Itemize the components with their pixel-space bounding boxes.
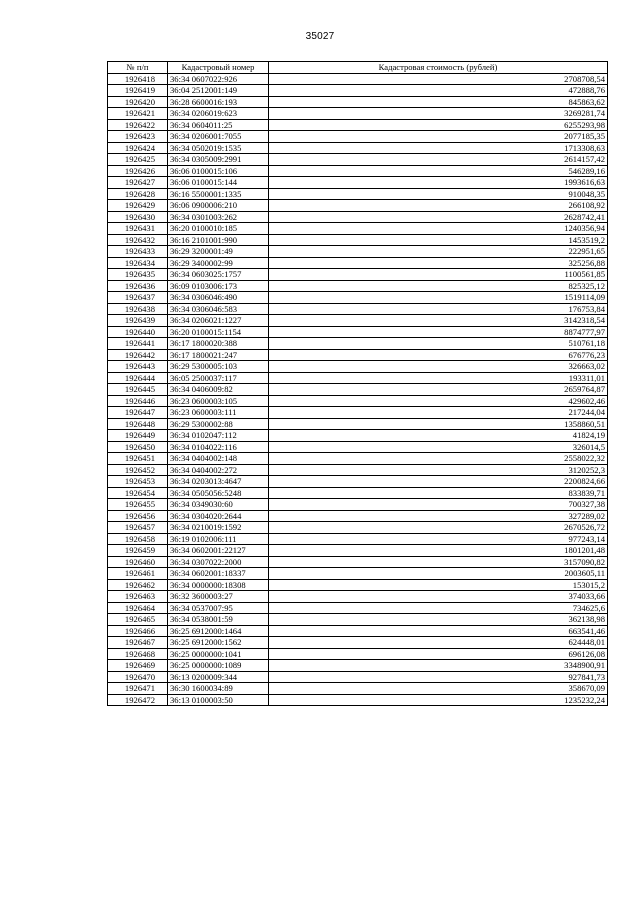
cadastral-value: 2003605,11 bbox=[269, 568, 608, 580]
table-row bbox=[108, 579, 608, 591]
cadastral-value: 325256,88 bbox=[269, 257, 608, 269]
table-header bbox=[108, 62, 608, 74]
table-row bbox=[108, 625, 608, 637]
row-number: 1926436 bbox=[108, 280, 168, 292]
cadastral-number: 36:34 0301003:262 bbox=[168, 211, 269, 223]
table-row bbox=[108, 188, 608, 200]
cadastral-number: 36:34 0206021:1227 bbox=[168, 315, 269, 327]
cadastral-value: 833839,71 bbox=[269, 487, 608, 499]
cadastral-value: 429602,46 bbox=[269, 395, 608, 407]
table-row bbox=[108, 591, 608, 603]
table-row bbox=[108, 671, 608, 683]
row-number: 1926424 bbox=[108, 142, 168, 154]
cadastral-number: 36:05 2500037:117 bbox=[168, 372, 269, 384]
table-row bbox=[108, 154, 608, 166]
cadastral-number: 36:32 3600003:27 bbox=[168, 591, 269, 603]
row-number: 1926440 bbox=[108, 326, 168, 338]
table-row bbox=[108, 211, 608, 223]
row-number: 1926428 bbox=[108, 188, 168, 200]
cadastral-number: 36:34 0306046:583 bbox=[168, 303, 269, 315]
row-number: 1926446 bbox=[108, 395, 168, 407]
table-row bbox=[108, 407, 608, 419]
cadastral-value: 6255293,98 bbox=[269, 119, 608, 131]
cadastral-value: 676776,23 bbox=[269, 349, 608, 361]
table-row bbox=[108, 372, 608, 384]
cadastral-value: 845863,62 bbox=[269, 96, 608, 108]
table-row bbox=[108, 165, 608, 177]
table-row bbox=[108, 660, 608, 672]
cadastral-value: 1801201,48 bbox=[269, 545, 608, 557]
cadastral-number: 36:34 0404002:148 bbox=[168, 453, 269, 465]
table-row bbox=[108, 119, 608, 131]
cadastral-number: 36:16 5500001:1335 bbox=[168, 188, 269, 200]
row-number: 1926456 bbox=[108, 510, 168, 522]
page-number: 35027 bbox=[305, 31, 335, 42]
cadastral-number: 36:29 3400002:99 bbox=[168, 257, 269, 269]
cadastral-value: 3269281,74 bbox=[269, 108, 608, 120]
cadastral-number: 36:13 0100003:50 bbox=[168, 694, 269, 706]
table-row bbox=[108, 545, 608, 557]
cadastral-value: 510761,18 bbox=[269, 338, 608, 350]
cadastral-value: 2659764,87 bbox=[269, 384, 608, 396]
cadastral-number: 36:34 0210019:1592 bbox=[168, 522, 269, 534]
row-number: 1926472 bbox=[108, 694, 168, 706]
table-row bbox=[108, 384, 608, 396]
row-number: 1926441 bbox=[108, 338, 168, 350]
table-row bbox=[108, 430, 608, 442]
row-number: 1926442 bbox=[108, 349, 168, 361]
row-number: 1926470 bbox=[108, 671, 168, 683]
row-number: 1926455 bbox=[108, 499, 168, 511]
row-number: 1926458 bbox=[108, 533, 168, 545]
row-number: 1926429 bbox=[108, 200, 168, 212]
table-row bbox=[108, 476, 608, 488]
cadastral-number: 36:34 0537007:95 bbox=[168, 602, 269, 614]
cadastral-number: 36:34 0406009:82 bbox=[168, 384, 269, 396]
cadastral-number: 36:23 0600003:111 bbox=[168, 407, 269, 419]
table-row bbox=[108, 441, 608, 453]
cadastral-value: 1713308,63 bbox=[269, 142, 608, 154]
table-row bbox=[108, 200, 608, 212]
cadastral-value: 2670526,72 bbox=[269, 522, 608, 534]
row-number: 1926420 bbox=[108, 96, 168, 108]
cadastral-number: 36:09 0103006:173 bbox=[168, 280, 269, 292]
cadastral-value: 374033,66 bbox=[269, 591, 608, 603]
cadastral-number: 36:34 0607022:926 bbox=[168, 73, 269, 85]
cadastral-value: 326014,5 bbox=[269, 441, 608, 453]
row-number: 1926434 bbox=[108, 257, 168, 269]
cadastral-number: 36:34 0604011:25 bbox=[168, 119, 269, 131]
cadastral-number: 36:34 0349030:60 bbox=[168, 499, 269, 511]
table-row bbox=[108, 602, 608, 614]
cadastral-number: 36:19 0102006:111 bbox=[168, 533, 269, 545]
row-number: 1926453 bbox=[108, 476, 168, 488]
cadastral-number: 36:34 0307022:2000 bbox=[168, 556, 269, 568]
table-row bbox=[108, 177, 608, 189]
cadastral-value: 327289,02 bbox=[269, 510, 608, 522]
table-row bbox=[108, 303, 608, 315]
table-row bbox=[108, 85, 608, 97]
cadastral-value: 700327,38 bbox=[269, 499, 608, 511]
row-number: 1926462 bbox=[108, 579, 168, 591]
cadastral-number: 36:29 5300002:88 bbox=[168, 418, 269, 430]
row-number: 1926425 bbox=[108, 154, 168, 166]
table-row bbox=[108, 614, 608, 626]
row-number: 1926454 bbox=[108, 487, 168, 499]
row-number: 1926468 bbox=[108, 648, 168, 660]
cadastral-number: 36:25 6912000:1464 bbox=[168, 625, 269, 637]
table-row bbox=[108, 556, 608, 568]
table-row bbox=[108, 142, 608, 154]
cadastral-number: 36:34 0206019:623 bbox=[168, 108, 269, 120]
table-row bbox=[108, 418, 608, 430]
row-number: 1926426 bbox=[108, 165, 168, 177]
cadastral-value: 1100561,85 bbox=[269, 269, 608, 281]
row-number: 1926421 bbox=[108, 108, 168, 120]
row-number: 1926466 bbox=[108, 625, 168, 637]
table-row bbox=[108, 499, 608, 511]
cadastral-value: 3157090,82 bbox=[269, 556, 608, 568]
row-number: 1926459 bbox=[108, 545, 168, 557]
cadastral-value: 927841,73 bbox=[269, 671, 608, 683]
row-number: 1926471 bbox=[108, 683, 168, 695]
cadastral-value: 1358860,51 bbox=[269, 418, 608, 430]
cadastral-value: 358670,09 bbox=[269, 683, 608, 695]
cadastral-value: 825325,12 bbox=[269, 280, 608, 292]
cadastral-number: 36:23 0600003:105 bbox=[168, 395, 269, 407]
cadastral-number: 36:06 0900006:210 bbox=[168, 200, 269, 212]
cadastral-value: 910048,35 bbox=[269, 188, 608, 200]
table-row bbox=[108, 694, 608, 706]
row-number: 1926451 bbox=[108, 453, 168, 465]
cadastral-number: 36:34 0538001:59 bbox=[168, 614, 269, 626]
row-number: 1926444 bbox=[108, 372, 168, 384]
row-number: 1926467 bbox=[108, 637, 168, 649]
row-number: 1926437 bbox=[108, 292, 168, 304]
cadastral-value: 3120252,3 bbox=[269, 464, 608, 476]
cadastral-number: 36:20 0100010:185 bbox=[168, 223, 269, 235]
row-number: 1926450 bbox=[108, 441, 168, 453]
cadastral-number: 36:34 0306046:490 bbox=[168, 292, 269, 304]
table-row bbox=[108, 453, 608, 465]
header-row-number: № п/п bbox=[108, 62, 168, 74]
cadastral-number: 36:34 0602001:18337 bbox=[168, 568, 269, 580]
cadastral-value: 2077185,35 bbox=[269, 131, 608, 143]
cadastral-value: 734625,6 bbox=[269, 602, 608, 614]
row-number: 1926439 bbox=[108, 315, 168, 327]
table-row bbox=[108, 338, 608, 350]
table-row bbox=[108, 648, 608, 660]
table-row bbox=[108, 96, 608, 108]
table-row bbox=[108, 269, 608, 281]
cadastral-number: 36:04 2512001:149 bbox=[168, 85, 269, 97]
table-row bbox=[108, 349, 608, 361]
header-cadastral-number: Кадастровый номер bbox=[168, 62, 269, 74]
row-number: 1926443 bbox=[108, 361, 168, 373]
cadastral-value: 266108,92 bbox=[269, 200, 608, 212]
cadastral-value: 1993616,63 bbox=[269, 177, 608, 189]
table-row bbox=[108, 73, 608, 85]
table-row bbox=[108, 234, 608, 246]
table-row bbox=[108, 361, 608, 373]
cadastral-value: 8874777,97 bbox=[269, 326, 608, 338]
row-number: 1926469 bbox=[108, 660, 168, 672]
table-row bbox=[108, 395, 608, 407]
table-row bbox=[108, 522, 608, 534]
cadastral-number: 36:34 0304020:2644 bbox=[168, 510, 269, 522]
cadastral-value: 41824,19 bbox=[269, 430, 608, 442]
cadastral-value: 217244,04 bbox=[269, 407, 608, 419]
cadastral-value: 2628742,41 bbox=[269, 211, 608, 223]
cadastral-number: 36:25 0000000:1041 bbox=[168, 648, 269, 660]
cadastral-number: 36:25 0000000:1089 bbox=[168, 660, 269, 672]
table-row bbox=[108, 326, 608, 338]
table-row bbox=[108, 292, 608, 304]
cadastral-number: 36:20 0100015:1154 bbox=[168, 326, 269, 338]
cadastral-value: 696126,08 bbox=[269, 648, 608, 660]
cadastral-number: 36:34 0602001:22127 bbox=[168, 545, 269, 557]
row-number: 1926432 bbox=[108, 234, 168, 246]
row-number: 1926457 bbox=[108, 522, 168, 534]
cadastral-value: 326663,02 bbox=[269, 361, 608, 373]
cadastral-value: 663541,46 bbox=[269, 625, 608, 637]
row-number: 1926449 bbox=[108, 430, 168, 442]
table-row bbox=[108, 568, 608, 580]
row-number: 1926452 bbox=[108, 464, 168, 476]
cadastral-value: 153015,2 bbox=[269, 579, 608, 591]
cadastral-number: 36:17 1800020:388 bbox=[168, 338, 269, 350]
table-row bbox=[108, 223, 608, 235]
row-number: 1926464 bbox=[108, 602, 168, 614]
table-row bbox=[108, 637, 608, 649]
cadastral-value: 472888,76 bbox=[269, 85, 608, 97]
cadastral-number: 36:34 0104022:116 bbox=[168, 441, 269, 453]
cadastral-value: 222951,65 bbox=[269, 246, 608, 258]
row-number: 1926445 bbox=[108, 384, 168, 396]
cadastral-number: 36:17 1800021:247 bbox=[168, 349, 269, 361]
cadastral-value: 624448,01 bbox=[269, 637, 608, 649]
table-row bbox=[108, 683, 608, 695]
cadastral-number: 36:34 0305009:2991 bbox=[168, 154, 269, 166]
cadastral-number: 36:34 0206001:7055 bbox=[168, 131, 269, 143]
table-row bbox=[108, 257, 608, 269]
table-row bbox=[108, 108, 608, 120]
cadastral-number: 36:29 3200001:49 bbox=[168, 246, 269, 258]
cadastral-number: 36:06 0100015:106 bbox=[168, 165, 269, 177]
row-number: 1926431 bbox=[108, 223, 168, 235]
cadastral-number: 36:28 6600016:193 bbox=[168, 96, 269, 108]
cadastral-number: 36:16 2101001:990 bbox=[168, 234, 269, 246]
cadastral-value: 193311,01 bbox=[269, 372, 608, 384]
cadastral-number: 36:34 0000000:18308 bbox=[168, 579, 269, 591]
row-number: 1926423 bbox=[108, 131, 168, 143]
table-row bbox=[108, 510, 608, 522]
row-number: 1926447 bbox=[108, 407, 168, 419]
table-row bbox=[108, 315, 608, 327]
table-row bbox=[108, 246, 608, 258]
cadastral-value: 1240356,94 bbox=[269, 223, 608, 235]
header-row bbox=[108, 62, 608, 74]
cadastral-value: 2558022,32 bbox=[269, 453, 608, 465]
row-number: 1926419 bbox=[108, 85, 168, 97]
cadastral-value: 2200824,66 bbox=[269, 476, 608, 488]
cadastral-number: 36:06 0100015:144 bbox=[168, 177, 269, 189]
row-number: 1926433 bbox=[108, 246, 168, 258]
cadastral-value: 3348900,91 bbox=[269, 660, 608, 672]
cadastral-value: 977243,14 bbox=[269, 533, 608, 545]
row-number: 1926448 bbox=[108, 418, 168, 430]
cadastral-number: 36:30 1600034:89 bbox=[168, 683, 269, 695]
row-number: 1926463 bbox=[108, 591, 168, 603]
table-row bbox=[108, 131, 608, 143]
cadastral-value: 362138,98 bbox=[269, 614, 608, 626]
cadastral-number: 36:13 0200009:344 bbox=[168, 671, 269, 683]
row-number: 1926465 bbox=[108, 614, 168, 626]
cadastral-value-table bbox=[107, 61, 608, 706]
row-number: 1926427 bbox=[108, 177, 168, 189]
row-number: 1926422 bbox=[108, 119, 168, 131]
cadastral-number: 36:34 0404002:272 bbox=[168, 464, 269, 476]
row-number: 1926435 bbox=[108, 269, 168, 281]
row-number: 1926418 bbox=[108, 73, 168, 85]
cadastral-number: 36:34 0505056:5248 bbox=[168, 487, 269, 499]
row-number: 1926461 bbox=[108, 568, 168, 580]
cadastral-value: 1519114,09 bbox=[269, 292, 608, 304]
table-body bbox=[108, 73, 608, 706]
header-cadastral-value: Кадастровая стоимость (рублей) bbox=[269, 62, 608, 74]
cadastral-number: 36:25 6912000:1562 bbox=[168, 637, 269, 649]
cadastral-number: 36:34 0603025:1757 bbox=[168, 269, 269, 281]
table-row bbox=[108, 464, 608, 476]
cadastral-value: 546289,16 bbox=[269, 165, 608, 177]
cadastral-value: 1235232,24 bbox=[269, 694, 608, 706]
cadastral-value: 176753,84 bbox=[269, 303, 608, 315]
row-number: 1926430 bbox=[108, 211, 168, 223]
cadastral-value: 3142318,54 bbox=[269, 315, 608, 327]
table-row bbox=[108, 533, 608, 545]
cadastral-number: 36:34 0102047:112 bbox=[168, 430, 269, 442]
cadastral-value: 2708708,54 bbox=[269, 73, 608, 85]
table-row bbox=[108, 487, 608, 499]
cadastral-value: 2614157,42 bbox=[269, 154, 608, 166]
row-number: 1926460 bbox=[108, 556, 168, 568]
table-row bbox=[108, 280, 608, 292]
cadastral-number: 36:29 5300005:103 bbox=[168, 361, 269, 373]
cadastral-value: 1453519,2 bbox=[269, 234, 608, 246]
row-number: 1926438 bbox=[108, 303, 168, 315]
cadastral-number: 36:34 0502019:1535 bbox=[168, 142, 269, 154]
cadastral-number: 36:34 0203013:4647 bbox=[168, 476, 269, 488]
